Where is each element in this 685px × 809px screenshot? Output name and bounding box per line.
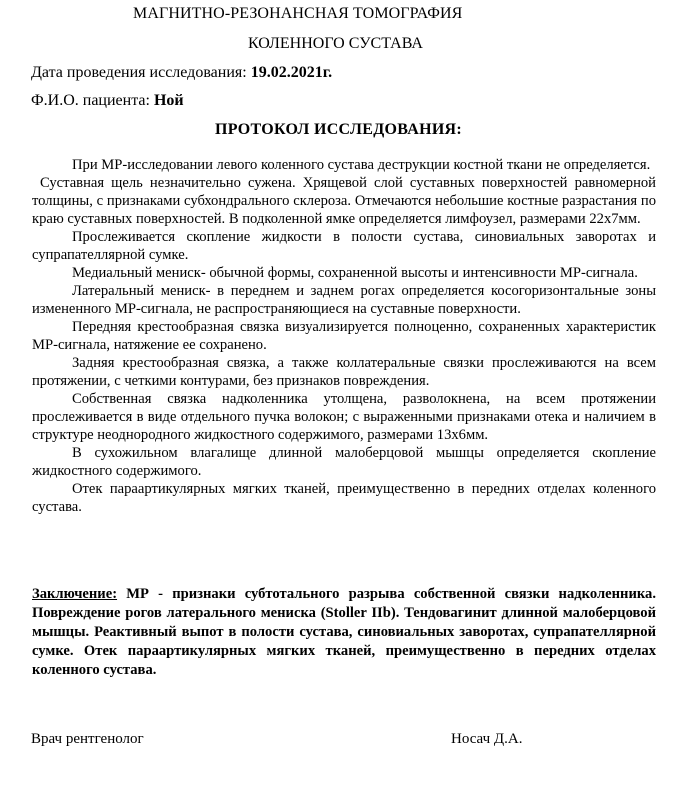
document-title-line2: КОЛЕННОГО СУСТАВА	[248, 35, 423, 52]
findings-paragraph: Задняя крестообразная связка, а также коллатеральные связки прослеживаются на всем протяжении, с четкими контурами, без признаков повреждения.	[32, 355, 656, 389]
document-title-line1: МАГНИТНО-РЕЗОНАНСНАЯ ТОМОГРАФИЯ	[133, 5, 463, 22]
doctor-role: Врач рентгенолог	[31, 731, 144, 747]
conclusion-text: МР - признаки субтотального разрыва собственной связки надколенника. Повреждение рогов латерального мениска (Stoller IIb). Тендовагинит длинной малоберцовой мышцы. Реактивный выпот в полости сустава, синовиальных заворотах, супрапателлярной сумке. Отек параартикулярных мягких тканей, преимущественно в передних отделах коленного сустава.	[32, 586, 656, 678]
findings-paragraph: Медиальный мениск- обычной формы, сохраненной высоты и интенсивности МР-сигнала.	[72, 265, 638, 281]
findings-paragraph: В сухожильном влагалище длинной малоберцовой мышцы определяется скопление жидкостного содержимого.	[32, 445, 656, 479]
findings-paragraph: Суставная щель незначительно сужена. Хрящевой слой суставных поверхностей равномерной толщины, с признаками субхондрального склероза. Отмечаются небольшие костные разрастания по краю суставных поверхностей. В подколенной ямке определяется лимфоузел, размерами 22х7мм.	[32, 175, 656, 227]
findings-section	[32, 156, 656, 516]
findings-paragraph: Передняя крестообразная связка визуализируется полноценно, сохраненных характеристик МР-сигнала, натяжение ее сохранено.	[32, 319, 656, 353]
patient-name: Ной	[153, 92, 184, 109]
findings-paragraph: Прослеживается скопление жидкости в полости сустава, синовиальных заворотах и супрапателлярной сумке.	[32, 229, 656, 263]
findings-paragraph: Латеральный мениск- в переднем и заднем рогах определяется косогоризонтальные зоны измененного МР-сигнала, не распространяющиеся на суставные поверхности.	[32, 283, 656, 317]
findings-paragraph: Собственная связка надколенника утолщена, разволокнена, на всем протяжении прослеживается в виде отдельного пучка волокон; с выраженными признаками отека и наличием в структуре неоднородного жидкостного содержимого, размерами 13х6мм.	[32, 391, 656, 443]
exam-date-value: 19.02.2021г.	[250, 64, 333, 81]
protocol-title: ПРОТОКОЛ ИССЛЕДОВАНИЯ:	[215, 121, 463, 138]
patient-label: Ф.И.О. пациента:	[31, 92, 150, 109]
findings-paragraph: При МР-исследовании левого коленного сустава деструкции костной ткани не определяется.	[72, 157, 651, 173]
conclusion-section	[32, 585, 656, 680]
findings-paragraph: Отек параартикулярных мягких тканей, преимущественно в передних отделах коленного сустава.	[32, 481, 656, 515]
exam-date-row	[31, 64, 332, 82]
conclusion-label: Заключение:	[32, 586, 118, 602]
doctor-name: Носач Д.А.	[451, 731, 523, 747]
patient-row	[31, 92, 184, 110]
exam-date-label: Дата проведения исследования:	[31, 64, 247, 81]
